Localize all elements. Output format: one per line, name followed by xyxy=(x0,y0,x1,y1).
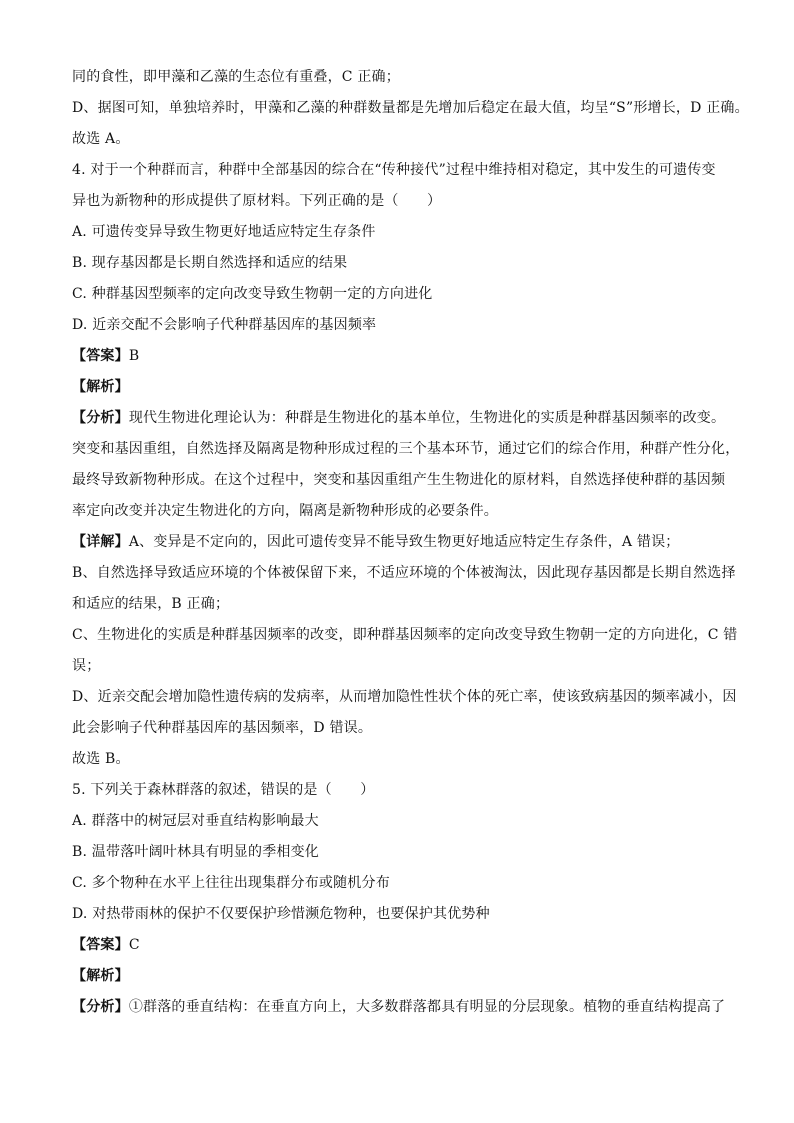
question-stem: 异也为新物种的形成提供了原材料。下列正确的是（ ） xyxy=(72,193,442,209)
text-line: D、近亲交配会增加隐性遗传病的发病率，从而增加隐性性状个体的死亡率，使该致病基因的频率减小，因 xyxy=(72,689,737,705)
text-line: 突变和基因重组，自然选择及隔离是物种形成过程的三个基本环节，通过它们的综合作用，种群产性分化， xyxy=(72,441,740,457)
option-a: A. 群落中的树冠层对垂直结构影响最大 xyxy=(72,813,319,829)
answer-line: 【答案】B xyxy=(72,348,140,364)
option-d: D. 对热带雨林的保护不仅要保护珍惜濒危物种，也要保护其优势种 xyxy=(72,906,490,922)
answer-line: 【答案】C xyxy=(72,937,140,953)
option-c: C. 多个物种在水平上往往出现集群分布或随机分布 xyxy=(72,875,390,891)
analysis-line: 【分析】现代生物进化理论认为：种群是生物进化的基本单位，生物进化的实质是种群基因频率的改变。 xyxy=(72,410,726,426)
text-line: 同的食性，即甲藻和乙藻的生态位有重叠，C 正确； xyxy=(72,69,400,85)
document-page xyxy=(72,62,749,1023)
text-line: D、据图可知，单独培养时，甲藻和乙藻的种群数量都是先增加后稳定在最大值，均呈“S”形增长，D 正确。 xyxy=(72,100,749,116)
option-a: A. 可遗传变异导致生物更好地适应特定生存条件 xyxy=(72,224,376,240)
detail-line: 【详解】A、变异是不定向的，因此可遗传变异不能导致生物更好地适应特定生存条件，A 错误； xyxy=(72,534,680,550)
text-line: 故选 B。 xyxy=(72,751,130,767)
analysis-heading: 【解析】 xyxy=(72,379,129,395)
text-line: 此会影响子代种群基因库的基因频率，D 错误。 xyxy=(72,720,373,736)
text-line: 误； xyxy=(72,658,101,674)
analysis-line: 【分析】①群落的垂直结构：在垂直方向上，大多数群落都具有明显的分层现象。植物的垂直结构提高了 xyxy=(72,999,726,1015)
text-line: 最终导致新物种形成。在这个过程中，突变和基因重组产生生物进化的原材料，自然选择使种群的基因频 xyxy=(72,472,726,488)
option-c: C. 种群基因型频率的定向改变导致生物朝一定的方向进化 xyxy=(72,286,433,302)
text-line: 率定向改变并决定生物进化的方向，隔离是新物种形成的必要条件。 xyxy=(72,503,498,519)
option-b: B. 现存基因都是长期自然选择和适应的结果 xyxy=(72,255,348,271)
option-b: B. 温带落叶阔叶林具有明显的季相变化 xyxy=(72,844,319,860)
text-line: 故选 A。 xyxy=(72,131,130,147)
question-stem: 5. 下列关于森林群落的叙述，错误的是（ ） xyxy=(72,782,375,798)
analysis-heading: 【解析】 xyxy=(72,968,129,984)
question-stem: 4. 对于一个种群而言，种群中全部基因的综合在“传种接代”过程中维持相对稳定，其中发生的可遗传变 xyxy=(72,162,716,178)
option-d: D. 近亲交配不会影响子代种群基因库的基因频率 xyxy=(72,317,377,333)
text-line: 和适应的结果，B 正确； xyxy=(72,596,230,612)
text-line: C、生物进化的实质是种群基因频率的改变，即种群基因频率的定向改变导致生物朝一定的方向进化，C 错 xyxy=(72,627,738,643)
text-line: B、自然选择导致适应环境的个体被保留下来，不适应环境的个体被淘汰，因此现存基因都是长期自然选择 xyxy=(72,565,736,581)
